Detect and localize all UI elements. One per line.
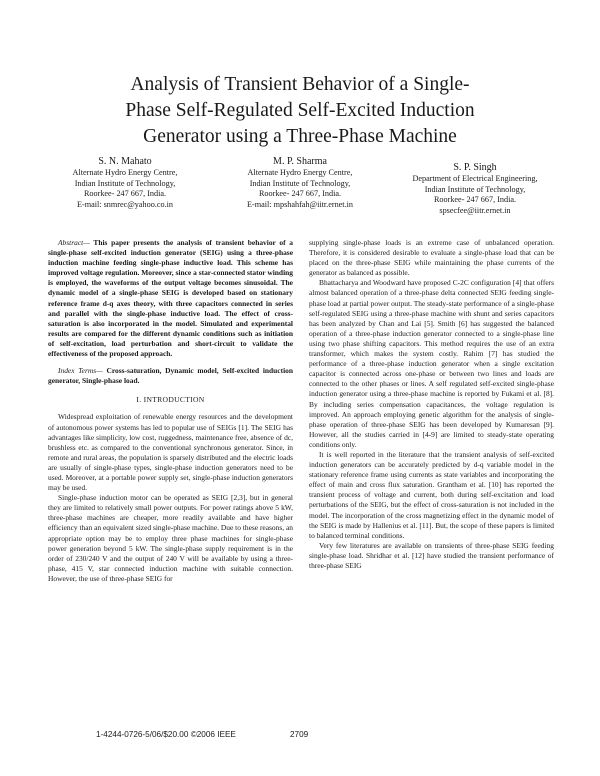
title-line-1: Analysis of Transient Behavior of a Single- [130,74,470,95]
author-name: S. P. Singh [453,162,497,173]
abstract-text: This paper presents the analysis of transient behavior of a single-phase self-excited induction generator (SEIG) using a three-phase induction machine feeding single-phase inductive load. This scheme has improved voltage regulation. Moreover, since a star-connected stator winding is employed, the waveforms of the output voltage becomes sinusoidal. The dynamic model of a single-phase SEIG is developed based on stationary reference frame d-q axes theory, with three capacitors connected in series and parallel with the single-phase inductive load. The effect of cross-saturation is also incorporated in the model. Simulated and experimental results are compared for the different dynamic conditions such as initiation of self-excitation, load perturbation and short-circuit to validate the effectiveness of the proposed approach. [48,238,293,359]
author-email: E-mail: snmrec@yahoo.co.in [77,199,173,209]
author-affiliation: Alternate Hydro Energy Centre, [72,168,178,177]
copyright-footer: 1-4244-0726-5/06/$20.00 ©2006 IEEE [96,730,236,739]
index-terms [48,366,293,386]
author-location: Roorkee- 247 667, India. [83,189,167,199]
intro-paragraph-6: Very few literatures are available on transients of three-phase SEIG feeding single-phase load. Shridhar et al. [12] have studied the transient performance of three-phase SEIG [309,540,554,570]
intro-paragraph-3: supplying single-phase loads is an extreme case of unbalanced operation. Therefore, it is considered desirable to evaluate a single-phase load that can be placed on the three-phase SEIG while maintaining the phase currents of the generator as balanced as possible. [309,238,554,278]
index-terms-text: Cross-saturation, Dynamic model, Self-excited induction generator, Single-phase load. [48,366,293,386]
paper-title [40,72,560,150]
section-heading-introduction: I. INTRODUCTION [136,395,205,405]
author-affiliation: Department of Electrical Engineering, [412,174,538,183]
author-location: Roorkee- 247 667, India. [433,195,517,205]
author-institute: Indian Institute of Technology, [424,184,526,194]
title-line-3: Generator using a Three-Phase Machine [143,126,457,147]
intro-paragraph-1: Widespread exploitation of renewable energy resources and the development of autonomous power systems has led to popular use of SEIGs [1]. The SEIG has advantages like simplicity, low cost, ruggedness, maintenance free, absence of dc, brushless etc. as compared to the conventional synchronous generator. Since, in remote and rural areas, the population is sparsely distributed and the electric loads are usually of single-phase types, single-phase induction generators need to be used. Moreover, at a portable power supply set, single-phase induction generators may be used. [48,412,293,493]
intro-paragraph-5: It is well reported in the literature that the transient analysis of self-excited induction generators can be accurately predicted by d-q variable model in the stationary reference frame using currents as state variables and incorporating the effect of main and cross flux saturation. Grantham et al. [10] has reported the transient process of voltage and current, both during self-excitation and load perturbations of the SEIG, but the effect of cross-saturation is not included in the model. The incorporation of the cross magnetizing effect in the dynamic model of the SEIG is made by Hallenius et al. [11]. But, the scope of these papers is limited to balanced terminal conditions. [309,449,554,540]
page-number: 2709 [290,730,309,739]
author-sharma [215,155,385,210]
intro-paragraph-2: Single-phase induction motor can be operated as SEIG [2,3], but in general they are limited to relatively small power outputs. For power ratings above 5 kW, three-phase machines are cheaper, more readily available and have higher efficiency than an equivalent sized single-phase machine. Due to these reasons, an appropriate option may be to employ three phase machines for single-phase power generation beyond 5 kW. The single-phase supply requirement is in the order of 230/240 V and the output of 240 V will be available by using a three-phase, 415 V, star connected induction machine with suitable connection. However, the use of three-phase SEIG for [48,493,294,583]
author-name: M. P. Sharma [273,156,327,167]
right-column [309,238,554,571]
intro-paragraph-4: Bhattacharya and Woodward have proposed C-2C configuration [4] that offers almost balanced operation of a three-phase delta connected SEIG feeding single-phase load at partial power output. The steady-state performance of a single-phase self-regulated SEIG using a three-phase machine with shunt and series capacitors has been analyzed by Chan and Lai [5]. Smith [6] has suggested the balanced operation of a three-phase induction generator connected to a single-phase line using two phase shifting capacitors. This method requires the use of an extra transformer, which makes the system costly. Rahim [7] has studied the performance of a three-phase induction generator when a single excitation capacitor is connected across one-phase or between two lines and loads are connected to the other phases or lines. A self regulated self-excited single-phase induction generator using a three-phase machine is reported by Fukami et al. [8]. By including series compensation capacitances, the voltage regulation is improved. An approach employing genetic algorithm for the analysis of single-phase operation of three-phase SEIG has been developed by Kumaresan [9]. However, all the studies carried in [4-9] are limited to steady-state operating conditions only. [309,278,554,449]
left-column [48,238,293,584]
author-location: Roorkee- 247 667, India. [258,189,342,199]
author-name: S. N. Mahato [98,156,152,167]
author-institute: Indian Institute of Technology, [249,178,351,188]
author-singh [385,161,565,216]
abstract [48,238,293,359]
author-mahato [40,155,210,210]
author-affiliation: Alternate Hydro Energy Centre, [247,168,353,177]
author-email: E-mail: mpshahfah@iitr.ernet.in [247,199,353,209]
abstract-lead: Abstract— [58,238,90,247]
author-email: spsecfee@iitr.ernet.in [439,205,511,215]
title-line-2: Phase Self-Regulated Self-Excited Induction [125,100,475,121]
author-institute: Indian Institute of Technology, [74,178,176,188]
index-terms-lead: Index Terms— [58,366,103,376]
